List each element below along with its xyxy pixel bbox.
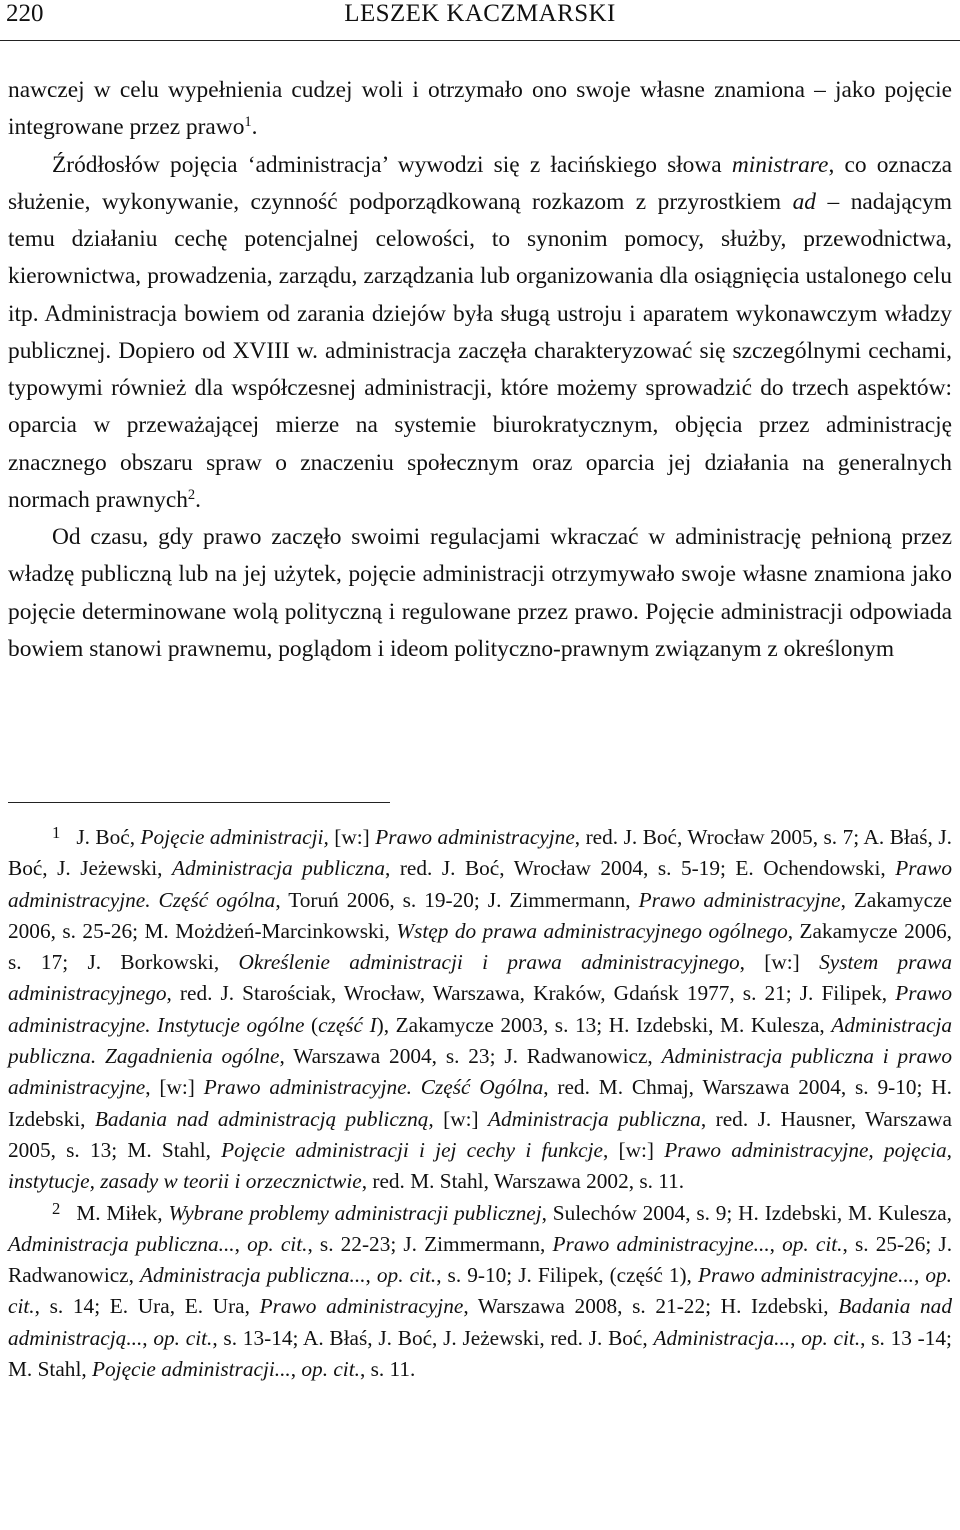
citation-title: Administracja publiczna... xyxy=(140,1263,366,1288)
citation-title: Wybrane problemy administracji publicznej xyxy=(168,1200,542,1225)
citation-text: , s. 14; E. Ura, E. Ura, xyxy=(34,1294,260,1319)
citation-title: op. cit. xyxy=(782,1231,843,1256)
citation-title: Administracja publiczna. Zagadnienia ogólne xyxy=(8,1012,953,1069)
citation-title: Administracja publiczna xyxy=(488,1106,701,1131)
citation-text: , xyxy=(913,1263,926,1288)
citation-title: System prawa administracyjnego xyxy=(8,950,952,1006)
citation-text: [w:] xyxy=(433,1106,488,1131)
citation-text: , s. 9-10; J. Filipek, (część 1), xyxy=(436,1263,698,1288)
citation-title: Administracja publiczna... xyxy=(8,1231,235,1256)
citation-text: , red. J. Boć, Wrocław 2005, s. 7; A. Błaś, J. Boć, J. Jeżewski, xyxy=(8,825,952,881)
citation-title: Prawo administracyjne xyxy=(638,887,841,912)
citation-text: , red. J. Starościak, Wrocław, Warszawa, Kraków, Gdańsk 1977, s. 21; J. Filipek, xyxy=(166,981,896,1006)
citation-text: , Warszawa 2004, s. 23; J. Radwanowicz, xyxy=(279,1044,662,1069)
footnote-1-mark: 1 xyxy=(52,823,61,843)
citation-title: Pojęcie administracji i jej cechy i funkcje xyxy=(221,1137,603,1162)
citation-text: , s. 13-14; A. Błaś, J. Boć, J. Jeżewski, red. J. Boć, xyxy=(212,1325,654,1350)
citation-title: op. cit. xyxy=(376,1263,437,1288)
citation-title: Prawo administracyjne xyxy=(375,825,575,849)
citation-text: , s. 22-23; J. Zimmermann, xyxy=(307,1231,553,1256)
citation-title: Prawo administracyjne. Część Ogólna xyxy=(203,1075,544,1100)
citation-title: Administracja publiczna i prawo administracyjne xyxy=(8,1044,952,1100)
citation-text: , [w:] xyxy=(145,1075,204,1100)
paragraph-1-end: . xyxy=(251,114,258,141)
citation-text: , red. M. Chmaj, Warszawa 2004, s. 9-10; H. Izdebski, xyxy=(8,1075,952,1131)
footnote-ref-2: 2 xyxy=(187,486,196,503)
citation-text: , Warszawa 2008, s. 21-22; H. Izdebski, xyxy=(463,1294,839,1319)
page-number: 220 xyxy=(6,0,44,27)
citation-title: Prawo administracyjne xyxy=(259,1294,464,1319)
citation-text: , Toruń 2006, s. 19-20; J. Zimmermann, xyxy=(275,887,639,912)
citation-text: J. Boć, xyxy=(76,825,141,849)
citation-title: Badania nad administracją... xyxy=(8,1294,952,1350)
citation-title: op. cit. xyxy=(247,1231,308,1256)
paragraph-1-text: nawczej w celu wypełnienia cudzej woli i otrzymało ono swoje własne znamiona – jako pojęcie integrowane przez prawo xyxy=(8,77,952,141)
paragraph-2-text-b: , co oznacza służenie, wykonywanie, czynność podporządkowaną rozkazom z przyrostkiem xyxy=(8,151,953,215)
term-ministrare: ministrare xyxy=(731,151,829,178)
citation-text: ), Zakamycze 2003, s. 13; H. Izdebski, M. Kulesza, xyxy=(376,1012,832,1037)
citation-text: , xyxy=(290,1357,302,1382)
citation-text: , xyxy=(142,1325,154,1350)
footnote-1 xyxy=(8,822,952,1198)
paragraph-2 xyxy=(8,147,952,520)
citation-text: , Zakamycze 2006, s. 17; J. Borkowski, xyxy=(8,918,952,975)
paragraph-3: Od czasu, gdy prawo zaczęło swoimi regulacjami wkraczać w administrację pełnioną przez władzę publiczną lub na jej użytek, pojęcie administracji otrzymywało swoje własne znamiona jako pojęcie determinowane wolą polityczną i regulowane przez prawo. Pojęcie administracji odpowiada bowiem stanowi prawnemu, poglądom i ideom polityczno-prawnym związanym z określonym xyxy=(8,524,952,662)
citation-title: Prawo administracyjne, pojęcia, instytucje, zasady w teorii i orzecznictwie xyxy=(8,1137,952,1194)
citation-title: Administracja... xyxy=(653,1325,791,1350)
footnote-2-mark: 2 xyxy=(52,1198,61,1218)
running-title: LESZEK KACZMARSKI xyxy=(344,0,616,27)
citation-title: Prawo administracyjne... xyxy=(552,1231,770,1256)
citation-text: , Sulechów 2004, s. 9; H. Izdebski, M. Kulesza, xyxy=(541,1200,953,1225)
footnote-2 xyxy=(8,1198,952,1386)
citation-title: Wstęp do prawa administracyjnego ogólnego xyxy=(396,918,788,943)
footnote-2-text xyxy=(8,1198,953,1382)
citation-title: część I xyxy=(318,1012,377,1037)
citation-title: op. cit. xyxy=(301,1357,360,1382)
citation-text: , s. 11. xyxy=(359,1357,416,1382)
footnote-separator xyxy=(8,802,390,803)
citation-text: , Zakamycze 2006, s. 25-26; M. Możdżeń-Marcinkowski, xyxy=(8,887,952,943)
footnotes xyxy=(8,822,952,1385)
citation-text: , [w:] xyxy=(602,1137,665,1162)
citation-text: , xyxy=(790,1325,802,1350)
citation-text: , red. J. Hausner, Warszawa 2005, s. 13; M. Stahl, xyxy=(8,1106,953,1162)
paragraph-2-text-c: – nadającym temu działaniu cechę potencjalnej celowości, to synonim pomocy, służby, przewodnictwa, kierownictwa, prowadzenia, zarządu, zarządzania lub organizowania dla osiągnięcia ustalonego celu itp. Administracja bowiem od zarania dziejów była sługą ustroju i aparatem wykonawczym władzy publicznej. Dopiero od XVIII w. administracja zaczęła charakteryzować się szczególnymi cechami, typowymi również dla współczesnej administracji, które możemy sprowadzić do trzech aspektów: oparcia w przeważającej mierze na systemie biurokratycznym, objęcia przez administrację znacznego obszaru spraw o znaczeniu społecznym oraz oparcia jej działania na generalnych normach prawnych xyxy=(8,188,952,513)
main-text xyxy=(8,72,952,668)
paragraph-1 xyxy=(8,72,952,147)
citation-text: , red. M. Stahl, Warszawa 2002, s. 11. xyxy=(361,1169,685,1194)
citation-text: , s. 13 -14; M. Stahl, xyxy=(8,1325,952,1382)
citation-title: op. cit. xyxy=(153,1325,213,1350)
citation-title: op. cit. xyxy=(8,1263,952,1319)
citation-text: [w:] xyxy=(328,825,376,849)
citation-text: M. Miłek, xyxy=(76,1200,169,1225)
citation-title: Badania nad administracją publiczną, xyxy=(94,1106,434,1131)
citation-text: , red. J. Boć, Wrocław 2004, s. 5-19; E. Ochendowski, xyxy=(384,856,896,881)
citation-text: , xyxy=(769,1231,783,1256)
citation-title: Prawo administracyjne... xyxy=(697,1263,914,1288)
citation-title: Administracja publiczna xyxy=(171,856,385,881)
paragraph-2-text-a: Źródłosłów pojęcia ‘administracja’ wywodzi się z łacińskiego słowa xyxy=(52,151,732,178)
footnote-1-text xyxy=(8,825,952,1193)
term-ad: ad xyxy=(792,188,816,215)
citation-title: Określenie administracji i prawa administracyjnego xyxy=(238,950,740,975)
citation-text: , xyxy=(234,1231,248,1256)
citation-title: Prawo administracyjne. Część ogólna xyxy=(8,856,953,912)
citation-title: Prawo administracyjne. Instytucje ogólne xyxy=(8,981,952,1037)
paragraph-2-end: . xyxy=(195,486,202,513)
citation-text: , s. 25-26; J. Radwanowicz, xyxy=(8,1231,953,1288)
running-header xyxy=(0,0,960,41)
footnote-ref-1: 1 xyxy=(244,114,252,131)
citation-title: Pojęcie administracji... xyxy=(92,1357,291,1382)
citation-title: Pojęcie administracji, xyxy=(140,825,329,849)
citation-text: ( xyxy=(304,1012,319,1037)
citation-text: , [w:] xyxy=(739,950,820,975)
citation-text: , xyxy=(365,1263,377,1288)
citation-title: op. cit. xyxy=(801,1325,861,1350)
